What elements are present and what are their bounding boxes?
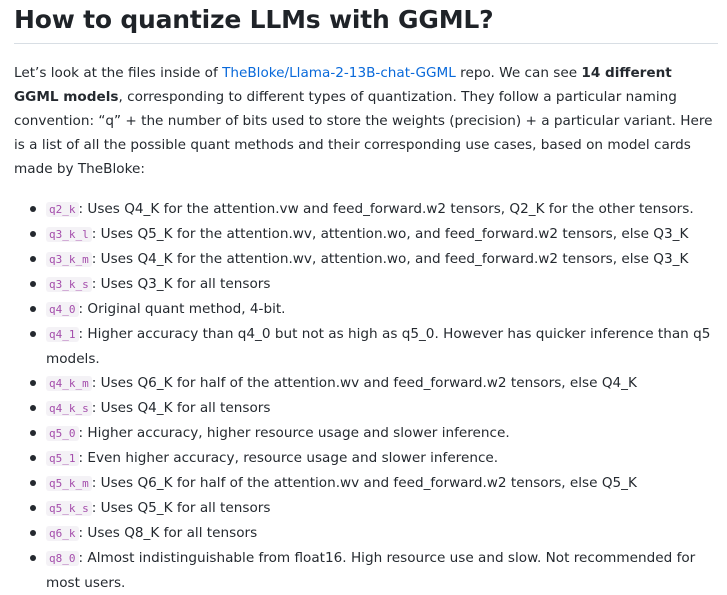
item-description: : Uses Q5_K for all tensors (91, 500, 271, 516)
item-description: : Uses Q6_K for half of the attention.wv and feed_forward.w2 tensors, else Q4_K (91, 375, 637, 391)
quant-code: q5_0 (46, 426, 79, 441)
item-description: : Uses Q8_K for all tensors (78, 525, 258, 541)
quant-code: q3_k_s (46, 277, 92, 292)
list-item (14, 446, 719, 471)
quant-code: q4_0 (46, 302, 79, 317)
quant-code: q4_k_s (46, 401, 92, 416)
quant-code: q6_k (46, 526, 79, 541)
item-description: : Uses Q4_K for all tensors (91, 400, 271, 416)
list-item (14, 521, 719, 546)
quant-code: q8_0 (46, 551, 79, 566)
quant-code: q3_k_m (46, 252, 92, 267)
repo-link[interactable]: TheBloke/Llama-2-13B-chat-GGML (222, 65, 456, 81)
item-description: : Uses Q6_K for half of the attention.wv and feed_forward.w2 tensors, else Q5_K (91, 475, 637, 491)
quant-code: q5_1 (46, 451, 79, 466)
intro-text: Let’s look at the files inside of (14, 65, 223, 81)
quant-code: q5_k_s (46, 501, 92, 516)
intro-paragraph (14, 61, 719, 181)
quant-code: q5_k_m (46, 476, 92, 491)
list-item (14, 272, 719, 297)
item-description: : Uses Q4_K for the attention.wv, attention.wo, and feed_forward.w2 tensors, else Q3_K (91, 251, 689, 267)
list-item (14, 546, 719, 595)
quant-code: q3_k_l (46, 227, 92, 242)
list-item (14, 297, 719, 322)
list-item (14, 371, 719, 396)
list-item (14, 496, 719, 521)
list-item (14, 396, 719, 421)
item-description: : Uses Q3_K for all tensors (91, 276, 271, 292)
intro-text: repo. We can see (455, 65, 582, 81)
intro-bold: 14 different GGML models (14, 65, 672, 105)
list-item (14, 247, 719, 272)
list-item (14, 197, 719, 222)
item-description: : Uses Q5_K for the attention.wv, attention.wo, and feed_forward.w2 tensors, else Q3_K (91, 226, 689, 242)
intro-text: , corresponding to different types of quantization. They follow a particular naming convention: “q” + the number of bits used to store the weights (precision) + a particular variant. Here is a list of all the possible quant methods and their corresponding use cases, based on model cards made by TheBloke: (14, 89, 713, 177)
page-title: How to quantize LLMs with GGML? (14, 5, 494, 34)
list-item (14, 222, 719, 247)
item-description: : Higher accuracy than q4_0 but not as high as q5_0. However has quicker inference than q5 models. (46, 326, 711, 367)
item-description: : Almost indistinguishable from float16. High resource use and slow. Not recommended for most users. (46, 550, 696, 591)
item-description: : Even higher accuracy, resource usage and slower inference. (78, 450, 499, 466)
quant-method-list (14, 197, 719, 595)
quant-code: q2_k (46, 202, 79, 217)
heading-divider (14, 43, 718, 44)
list-item (14, 471, 719, 496)
quant-code: q4_1 (46, 327, 79, 342)
quant-code: q4_k_m (46, 376, 92, 391)
list-item (14, 322, 719, 371)
item-description: : Original quant method, 4-bit. (78, 301, 286, 317)
item-description: : Higher accuracy, higher resource usage and slower inference. (78, 425, 510, 441)
list-item (14, 421, 719, 446)
item-description: : Uses Q4_K for the attention.vw and feed_forward.w2 tensors, Q2_K for the other tensors. (78, 201, 694, 217)
